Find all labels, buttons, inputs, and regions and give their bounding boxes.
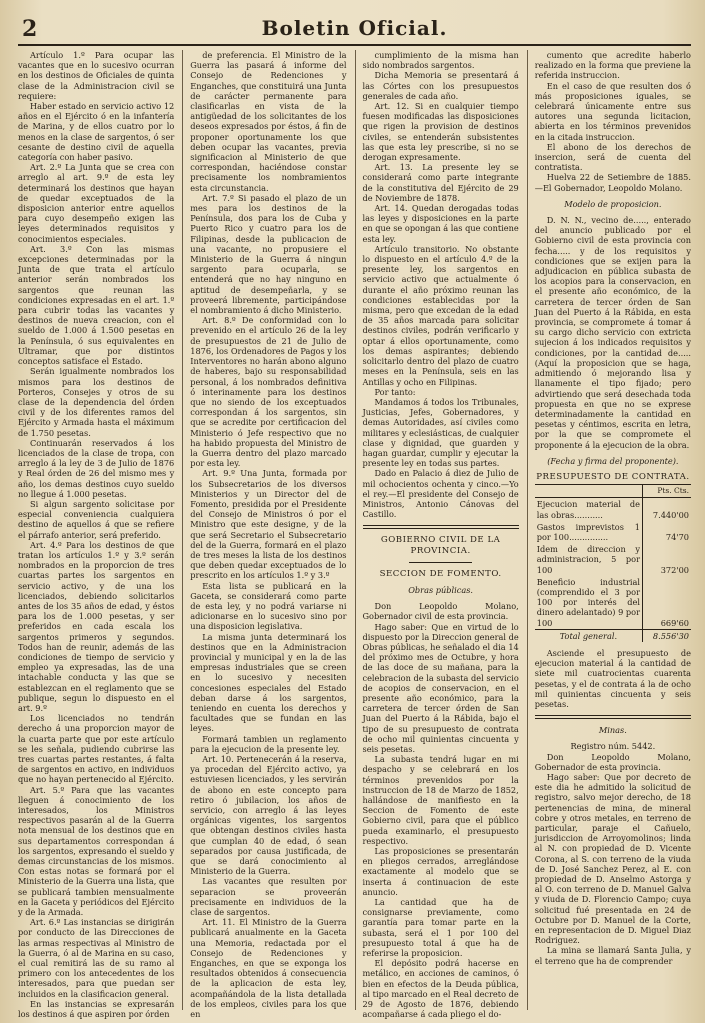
paragraph: Art. 7.º Si pasado el plazo de un mes para los destinos de la Península, dos para los de Cuba y Puerto Rico y cuatro para los de Filipinas, desde la publicacion de una vacante, no propusiere el Ministerio de la Guerra á ningun sargento para ocuparla, se entenderá que no hay ninguno en aptitud de desempeñarla, y se proveerá libremente, participándose el nombramiento á dicho Ministerio. xyxy=(190,192,347,316)
subsection-heading: Obras públicas. xyxy=(408,584,474,595)
budget-total-amount: 8.556'30 xyxy=(643,629,692,642)
paragraph: Art. 3.º Con las mismas excepciones determinadas por la Junta de que trata el artículo anterior serán nombrados los sargentos que reunan las condiciones expresadas en el art. 1.º para cubrir todas las vacantes y destinos de nueva creacion, con el sueldo de 1.000 á 1.500 pesetas en la Península, ó sus equivalentes en Ultramar, que por distintos conceptos satisface el Estado. xyxy=(18,243,175,367)
paragraph: Art. 2.º La Junta que se crea con arreglo al art. 9.º de esta ley determinará los destinos que hayan de quedar exceptuados de la disposicion anterior entre aquellos para cuyo desempeño exigen las leyes determinados requisitos y conocimientos especiales. xyxy=(18,162,175,244)
paragraph: La subasta tendrá lugar en mi despacho y se celebrará en los términos prevenidos por la instruccion de 18 de Marzo de 1852, hallándose de manifiesto en la Seccion de Fomento de este Gobierno civil, para que el público pueda examinarlo, el presupuesto respectivo. xyxy=(362,754,519,846)
paragraph: En las instancias se expresarán los destinos á que aspiren por órden xyxy=(18,998,175,1020)
budget-heading: PRESUPUESTO DE CONTRATA. xyxy=(536,471,690,482)
budget-total-row xyxy=(535,629,691,642)
paragraph: El depósito podrá hacerse en metálico, en acciones de caminos, ó bien en efectos de la Deuda pública, al tipo marcado en el Real decreto de 29 de Agosto de 1876, debiendo acompañarse á cada pliego el do- xyxy=(362,958,519,1020)
paragraph: Haber estado en servicio activo 12 años en el Ejército ó en la infantería de Marina, y de ellos cuatro por lo menos en la clase de sargentos, ó ser cesante de destino civil de aquella categoría con haber pasivo. xyxy=(18,101,175,163)
paragraph: Art. 11. El Ministro de la Guerra publicará anualmente en la Gaceta una Memoria, redactada por el Consejo de Redenciones y Enganches, en que se exponga los resultados obtenidos á consecuencia de la aplicacion de esta ley, acompañándola de la lista detallada de los empleos, civiles para los que en xyxy=(190,917,347,1020)
paragraph: Las vacantes que resulten por separacion se proveerán precisamente en individuos de la clase de sargentos. xyxy=(190,876,347,918)
budget-header-blank xyxy=(535,485,643,498)
paragraph: Art. 8.º De conformidad con lo prevenido en el artículo 26 de la ley de presupuestos de 21 de Julio de 1876, los Ordenadores de Pagos y los Interventores no harán abono alguno de haberes, bajo su responsabilidad personal, á los nombrados definitiva ó interinamente para los destinos que no siendo de los exceptuados correspondan á los sargentos, sin que se acredite por certificacion del Ministerio ó Jefe respectivo que no ha habido propuesta del Ministro de la Guerra dentro del plazo marcado por esta ley. xyxy=(190,315,347,469)
column-1 xyxy=(18,50,175,1020)
paragraph: En el caso de que resulten dos ó más proposiciones iguales, se celebrará únicamente entre sus autores una segunda licitacion, abierta en los términos prevenidos en la citada instruccion. xyxy=(534,80,691,142)
signature-note: (Fecha y firma del proponente). xyxy=(547,455,679,466)
budget-label: Beneficio industrial (comprendido el 3 por 100 por interés del dinero adelantado) 9 por 100 xyxy=(536,576,640,628)
paragraph: Hago saber: Que por decreto de este dia he admitido la solicitud de registro, salvo mejor derecho, de 18 pertenencias de mina, de mineral cobre y otros metales, en terreno de particular, paraje el Cañuelo, jurisdiccion de Arroyomolinos; linda al N. con propiedad de D. Vicente Corona, al S. con terreno de la viuda de D. José Sanchez Perez, al E. con propiedad de D. Anselmo Astorga y al O. con terreno de D. Manuel Galva y viuda de D. Florencio Campo; cuya solicitud fué presentada en 24 de Octubre por D. Manuel de la Corte, en representacion de D. Miguel Diaz Rodriguez. xyxy=(534,772,691,946)
header-rule xyxy=(18,44,691,46)
budget-amount: 669'60 xyxy=(643,576,692,630)
budget-table xyxy=(535,484,691,642)
paragraph: Formará tambien un reglamento para la ejecucion de la presente ley. xyxy=(190,733,347,754)
paragraph: Las proposiciones se presentarán en pliegos cerrados, arreglándose exactamente al modelo que se inserta á continuacion de este anuncio. xyxy=(362,846,519,897)
paragraph: Artículo 1.º Para ocupar las vacantes que en lo sucesivo ocurran en los destinos de Oficiales de quinta clase de la Administracion civil se requiere: xyxy=(18,50,175,101)
registry-number: Registro núm. 5442. xyxy=(570,741,656,752)
budget-amount: 7.440'00 xyxy=(643,498,692,521)
paragraph: cumplimiento de la misma han sido nombrados sargentos. xyxy=(362,50,519,71)
divider xyxy=(409,562,472,563)
budget-label: Idem de direccion y administracion, 5 por 100 xyxy=(536,544,640,575)
paragraph: Si algun sargento solicitase por especial conveniencia cualquiera destino de aquellos á que se refiere el párrafo anterior, será preferido. xyxy=(18,498,175,540)
table-row xyxy=(535,498,691,521)
table-row xyxy=(535,543,691,576)
paragraph: de preferencia. El Ministro de la Guerra las pasará á informe del Consejo de Redenciones y Enganches, que constituirá una Junta de carácter permanente para clasificarlas en vista de la antigüedad de los solicitantes de los deseos expresados por éstos, á fin de proponer oportunamente los que deben ocupar las vacantes, previa significacion al Ministerio de que correspondan, haciéndose constar precisamente los nombramientos esta circunstancia. xyxy=(190,50,347,193)
paragraph: Hago saber: Que en virtud de lo dispuesto por la Direccion general de Obras públicas, he señalado el dia 14 del próximo mes de Octubre, y hora de las doce de su mañana, para la celebracion de la subasta del servicio de acopios de conservacion, en el presente año económico, para la carretera de tercer órden de San Juan del Puerto á la Rábida, bajo el tipo de su presupuesto de contrata de ocho mil quinientas cincuenta y seis pesetas. xyxy=(362,621,519,754)
paragraph: El abono de los derechos de insercion, será de cuenta del contratista. xyxy=(534,141,691,173)
paragraph: Art. 6.º Las instancias se dirigirán por conducto de las Direcciones de las armas respectivas al Ministro de la Guerra, ó al de Marina en su caso, el cual remitirá las de su ramo al primero con los antecedentes de los interesados, para que puedan ser incluidos en la clasificacion general. xyxy=(18,917,175,999)
budget-label: Gastos imprevistos 1 por 100............... xyxy=(536,521,640,542)
paragraph: Asciende el presupuesto de ejecucion material á la cantidad de siete mil cuatrocientas cuarenta pesetas, y el de contrata á la de ocho mil quinientas cincuenta y seis pesetas. xyxy=(534,647,691,709)
budget-label: Ejecucion material de las obras........... xyxy=(536,499,640,520)
budget-amount: 372'00 xyxy=(643,543,692,576)
column-2 xyxy=(182,50,347,1020)
page-number: 2 xyxy=(22,16,38,42)
columns xyxy=(18,50,691,1020)
paragraph: Art. 4.º Para los destinos de que tratan los artículos 1.º y 3.º serán nombrados en la proporcion de tres cuartas partes los sargentos en servicio activo, y de una los licenciados, debiendo solicitarlos antes de los 35 años de edad, y éstos para los de 1.000 pesetas, y ser preferidos en cada escala los sargentos primeros y segundos. Todos han de reunir, además de las condiciones de tiempo de servicio y empleo ya expresadas, las de una intachable conducta y las que se establezcan en el reglamento que se publique, segun lo dispuesto en el art. 9.º xyxy=(18,539,175,713)
column-3 xyxy=(355,50,519,1020)
section-heading: SECCION DE FOMENTO. xyxy=(379,568,502,579)
paragraph: cumento que acredite haberlo realizado en la forma que previene la referida instruccion. xyxy=(534,50,691,81)
paragraph: Los licenciados no tendrán derecho á una proporcion mayor de la cuarta parte que por este artículo se les señala, pudiendo cubrirse las tres cuartas partes restantes, á falta de sargentos en activo, en individuos que no hayan pertenecido al Ejército. xyxy=(18,713,175,785)
section-divider xyxy=(535,715,691,719)
paragraph: Art. 14. Quedan derogadas todas las leyes y disposiciones en la parte en que se opongan á las que contiene esta ley. xyxy=(362,203,519,244)
paragraph: La cantidad que ha de consignarse previamente, como garantía para tomar parte en la subasta, será el 1 por 100 del presupuesto total á que ha de referirse la proposicion. xyxy=(362,897,519,959)
paragraph: Continuarán reservados á los licenciados de la clase de tropa, con arreglo á la ley de 3 de Julio de 1876 y Real órden de 26 del mismo mes y año, los demas destinos cuyo sueldo no llegue á 1.000 pesetas. xyxy=(18,437,175,499)
government-heading: GOBIERNO CIVIL DE LA PROVINCIA. xyxy=(380,535,501,556)
budget-amount: 74'70 xyxy=(643,521,692,543)
paragraph: Don Leopoldo Molano, Gobernador de esta provincia. xyxy=(534,751,691,772)
budget-header-row xyxy=(535,485,691,498)
paragraph: Art. 10. Pertenecerán á la reserva, ya procedan del Ejército activo, ya estuviesen licenciados, y les servirán de abono en este concepto para retiro ó jubilacion, los años de servicio, con arreglo á las leyes orgánicas vigentes, los sargentos que obtengan destinos civiles hasta que cumplan 40 de edad, ó sean separados por causa justificada, de que se dará conocimiento al Ministerio de la Guerra. xyxy=(190,754,347,877)
paragraph: Esta lista se publicará en la Gaceta, se considerará como parte de esta ley, y no podrá variarse ni adicionarse en lo sucesivo sino por una disposicion legislativa. xyxy=(190,580,347,632)
paragraph: Huelva 22 de Setiembre de 1885.—El Gobernador, Leopoldo Molano. xyxy=(534,172,691,193)
paragraph: Art. 12. Si en cualquier tiempo fuesen modificadas las disposiciones que rigen la provision de destinos civiles, se entenderán subsistentes las que esta ley prescribe, si no se derogan expresamente. xyxy=(362,101,519,163)
budget-total-label: Total general. xyxy=(535,629,643,642)
paragraph: Serán igualmente nombrados los mismos para los destinos de Porteros, Consejes y otros de su clase de la dependencia del órden civil y de los diferentes ramos del Ejército y Armada hasta el máximum de 1.750 pesetas. xyxy=(18,366,175,438)
paragraph: Art. 5.º Para que las vacantes lleguen á conocimiento de los interesados, los Ministros respectivos pasarán al de la Guerra nota mensual de los destinos que en sus departamentos correspondan á los sargentos, expresando el sueldo y demas circunstancias de los mismos. Con estas notas se formará por el Ministerio de la Guerra una lista, que se publicará tambien mensualmente en la Gaceta y periódicos del Ejército y de la Armada. xyxy=(18,784,175,918)
paragraph: D. N. N., vecino de....., enterado del anuncio publicado por el Gobierno civil de esta provincia con fecha..... y de los requisitos y condiciones que se exijen para la adjudicacion en pública subasta de los acopios para la conservacion, en el presente año económico, de la carretera de tercer órden de San Juan del Puerto á la Rábida, en esta provincia, se compromete á tomar á su cargo dicho servicio con extricta sujecion á los indicados requisitos y condiciones, por la cantidad de..... (Aquí la proposicion que se haga, admitiendo ó mejorando lisa y llanamente el tipo fijado; pero advirtiendo que será desechada toda propuesta en que no se exprese determinadamente la cantidad en pesetas y céntimos, escrita en letra, por la que se compromete el proponente á la ejecucion de la obra. xyxy=(534,215,691,450)
section-divider xyxy=(363,525,519,529)
paragraph: Dicha Memoria se presentará á las Córtes con los presupuestos generales de cada año. xyxy=(362,70,519,101)
page-header xyxy=(18,16,691,42)
paragraph: Artículo transitorio. No obstante lo dispuesto en el artículo 4.º de la presente ley, los sargentos en servicio activo que actualmente ó durante el año próximo reunan las condiciones establecidas por la misma, pero que excedan de la edad de 35 años marcada para solicitar destinos civiles, podrán verificarlo y optar á ellos oportunamente, como los demas aspirantes; debiendo solicitarlo dentro del plazo de cuatro meses en la Península, seis en las Antillas y ocho en Filipinas. xyxy=(362,243,519,387)
paragraph: Mandamos á todos los Tribunales, Justicias, Jefes, Gobernadores, y demas Autoridades, así civiles como militares y eclesiásticas, de cualquier clase y dignidad, que guarden y hagan guardar, cumplir y ejecutar la presente ley en todas sus partes. xyxy=(362,396,519,469)
column-4 xyxy=(527,50,691,1010)
paragraph: Art. 9.º Una Junta, formada por los Subsecretarios de los diversos Ministerios y un Director del de Fomento, presidida por el Presidente del Consejo de Ministros ó por el Ministro que este designe, y de la que será Secretario el Subsecretario del de la Guerra, formará en el plazo de tres meses la lista de los destinos que deben quedar exceptuados de lo prescrito en los artículos 1.º y 3.º xyxy=(190,468,347,581)
paragraph: Por tanto: xyxy=(374,386,416,397)
paragraph: Don Leopoldo Molano, Gobernador civil de esta provincia. xyxy=(362,601,519,622)
paragraph: La misma junta determinará los destinos que en la Administracion provincial y municipal y en la de las empresas industriales que se creen en lo sucesivo y necesiten concesiones especiales del Estado deban darse á los sargentos, teniendo en cuenta los derechos y facultades que se fundan en las leyes. xyxy=(190,631,347,734)
masthead-title: Boletin Oficial. xyxy=(261,16,448,40)
budget-header-units: Pts. Cts. xyxy=(643,485,692,498)
paragraph: Art. 13. La presente ley se considerará como parte integrante de la constitutiva del Ejército de 29 de Noviembre de 1878. xyxy=(362,162,519,203)
mines-heading: Minas. xyxy=(598,725,627,736)
table-row xyxy=(535,521,691,543)
table-row xyxy=(535,576,691,630)
paragraph: La mina se llamará Santa Julia, y el terreno que ha de comprender xyxy=(534,945,691,966)
paragraph: Dado en Palacio á diez de Julio de mil ochocientos ochenta y cinco.—Yo el rey.—El presidente del Consejo de Ministros, Antonio Cánovas del Castillo. xyxy=(362,468,519,520)
model-heading: Modelo de proposicion. xyxy=(564,198,662,209)
